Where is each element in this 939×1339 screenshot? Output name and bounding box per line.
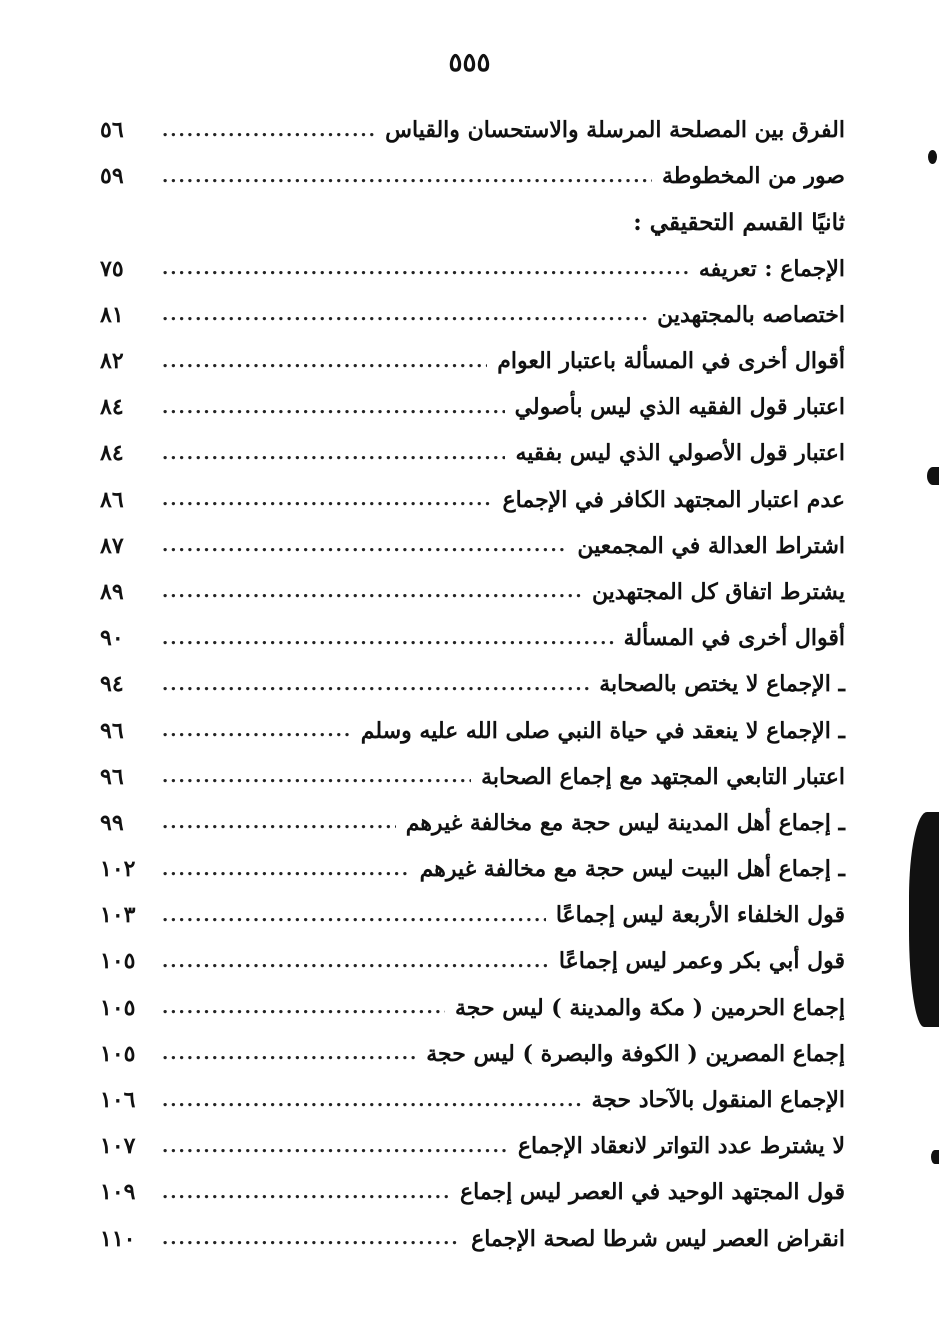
scan-speck bbox=[928, 150, 937, 164]
toc-entry bbox=[100, 754, 845, 800]
toc-entry-title: الفرق بين المصلحة المرسلة والاستحسان والقياس bbox=[385, 117, 845, 144]
toc-entry-page: ٨٧ bbox=[100, 532, 124, 559]
toc-entry bbox=[100, 615, 845, 661]
toc-entry-title: لا يشترط عدد التواتر لانعقاد الإجماع bbox=[517, 1133, 845, 1160]
dot-leader bbox=[162, 397, 505, 418]
dot-leader bbox=[162, 535, 567, 556]
toc-entry-page: ١٠٥ bbox=[100, 1040, 136, 1067]
toc-entry bbox=[100, 1169, 845, 1215]
scan-ink-blot bbox=[909, 812, 939, 1027]
dot-leader bbox=[162, 951, 549, 972]
toc-entry bbox=[100, 800, 845, 846]
dot-leader bbox=[162, 120, 375, 141]
toc-entry bbox=[100, 107, 845, 153]
dot-leader bbox=[162, 720, 351, 741]
toc-entry-title: قول الخلفاء الأربعة ليس إجماعًا bbox=[555, 902, 845, 929]
dot-leader bbox=[162, 166, 652, 187]
dot-leader bbox=[162, 628, 614, 649]
toc-entry-title: قول المجتهد الوحيد في العصر ليس إجماع bbox=[460, 1179, 845, 1206]
toc-entry bbox=[100, 430, 845, 476]
toc-entry bbox=[100, 569, 845, 615]
toc-entry-title: إجماع المصرين ( الكوفة والبصرة ) ليس حجة bbox=[426, 1040, 845, 1067]
toc-entry bbox=[100, 523, 845, 569]
toc-entry-page: ١٠٩ bbox=[100, 1179, 136, 1206]
dot-leader bbox=[162, 1136, 508, 1157]
toc-entry-title: أقوال أخرى في المسألة bbox=[623, 625, 845, 652]
toc-entry bbox=[100, 985, 845, 1031]
toc-entry-page: ١١٠ bbox=[100, 1225, 136, 1252]
toc-heading-title: ثانيًا القسم التحقيقي : bbox=[633, 208, 845, 236]
toc-entry-title: ـ إجماع أهل البيت ليس حجة مع مخالفة غيرهم bbox=[419, 856, 845, 883]
dot-leader bbox=[162, 1182, 450, 1203]
dot-leader bbox=[162, 443, 505, 464]
toc-entry-title: اعتبار التابعي المجتهد مع إجماع الصحابة bbox=[481, 763, 845, 790]
toc-entry bbox=[100, 1123, 845, 1169]
toc-entry-page: ٩٦ bbox=[100, 763, 124, 790]
toc-entry bbox=[100, 338, 845, 384]
toc-entry-title: انقراض العصر ليس شرطا لصحة الإجماع bbox=[471, 1225, 845, 1252]
toc-entry-page: ٩٠ bbox=[100, 625, 124, 652]
scan-speck bbox=[927, 467, 939, 485]
dot-leader bbox=[162, 581, 582, 602]
toc-entry-title: أقوال أخرى في المسألة باعتبار العوام bbox=[497, 348, 845, 375]
scan-speck bbox=[931, 1150, 939, 1164]
toc-entry-title: الإجماع : تعريفه bbox=[698, 255, 845, 282]
toc-entry-title: اشتراط العدالة في المجمعين bbox=[577, 532, 845, 559]
dot-leader bbox=[162, 997, 445, 1018]
toc-entry-title: اختصاصه بالمجتهدين bbox=[657, 301, 845, 328]
toc-entry-title: إجماع الحرمين ( مكة والمدينة ) ليس حجة bbox=[455, 994, 845, 1021]
dot-leader bbox=[162, 674, 589, 695]
toc-entry-title: قول أبي بكر وعمر ليس إجماعًا bbox=[558, 948, 845, 975]
toc-entry bbox=[100, 892, 845, 938]
toc-entry bbox=[100, 153, 845, 199]
toc-entry-page: ٥٦ bbox=[100, 117, 124, 144]
toc-entry-title: ـ إجماع أهل المدينة ليس حجة مع مخالفة غيرهم bbox=[405, 809, 845, 836]
toc-entry-page: ١٠٧ bbox=[100, 1133, 136, 1160]
toc-entry-page: ٨٦ bbox=[100, 486, 124, 513]
toc-entry-title: ـ الإجماع لا يختص بالصحابة bbox=[599, 671, 845, 698]
toc-entry-title: عدم اعتبار المجتهد الكافر في الإجماع bbox=[502, 486, 845, 513]
dot-leader bbox=[162, 1228, 461, 1249]
toc-entry-page: ٨٤ bbox=[100, 440, 124, 467]
toc-entry bbox=[100, 246, 845, 292]
toc-entry-page: ١٠٥ bbox=[100, 948, 136, 975]
dot-leader bbox=[162, 489, 493, 510]
toc-entry-page: ٩٦ bbox=[100, 717, 124, 744]
table-of-contents bbox=[100, 107, 845, 1262]
toc-entry bbox=[100, 1031, 845, 1077]
toc-entry-page: ٥٩ bbox=[100, 163, 124, 190]
toc-entry bbox=[100, 661, 845, 707]
dot-leader bbox=[162, 1090, 581, 1111]
page-number: ٥٥٥ bbox=[448, 48, 491, 78]
toc-entry bbox=[100, 1077, 845, 1123]
toc-entry bbox=[100, 384, 845, 430]
toc-entry bbox=[100, 938, 845, 984]
toc-entry-page: ٧٥ bbox=[100, 255, 124, 282]
dot-leader bbox=[162, 859, 410, 880]
toc-entry-page: ١٠٦ bbox=[100, 1087, 136, 1114]
toc-entry-page: ٨٩ bbox=[100, 578, 124, 605]
toc-entry-page: ٨٤ bbox=[100, 394, 124, 421]
toc-entry-title: اعتبار قول الأصولي الذي ليس بفقيه bbox=[515, 440, 845, 467]
toc-entry-page: ٩٩ bbox=[100, 809, 124, 836]
toc-entry bbox=[100, 477, 845, 523]
toc-entry bbox=[100, 1216, 845, 1262]
toc-entry bbox=[100, 846, 845, 892]
toc-entry-title: صور من المخطوطة bbox=[662, 163, 845, 190]
toc-section-heading bbox=[100, 199, 845, 245]
toc-entry-title: الإجماع المنقول بالآحاد حجة bbox=[591, 1087, 845, 1114]
toc-entry-page: ١٠٢ bbox=[100, 856, 136, 883]
dot-leader bbox=[162, 766, 471, 787]
dot-leader bbox=[162, 905, 546, 926]
toc-entry bbox=[100, 292, 845, 338]
toc-entry-title: اعتبار قول الفقيه الذي ليس بأصولي bbox=[514, 394, 845, 421]
dot-leader bbox=[162, 304, 647, 325]
toc-entry-page: ٨٢ bbox=[100, 348, 124, 375]
toc-entry-page: ١٠٥ bbox=[100, 994, 136, 1021]
dot-leader bbox=[162, 258, 689, 279]
toc-entry-title: ـ الإجماع لا ينعقد في حياة النبي صلى الله عليه وسلم bbox=[360, 717, 845, 744]
toc-entry-page: ٩٤ bbox=[100, 671, 124, 698]
dot-leader bbox=[162, 812, 396, 833]
toc-entry bbox=[100, 707, 845, 753]
toc-entry-page: ١٠٣ bbox=[100, 902, 136, 929]
dot-leader bbox=[162, 1043, 416, 1064]
toc-entry-page: ٨١ bbox=[100, 301, 124, 328]
toc-entry-title: يشترط اتفاق كل المجتهدين bbox=[591, 578, 845, 605]
dot-leader bbox=[162, 351, 487, 372]
